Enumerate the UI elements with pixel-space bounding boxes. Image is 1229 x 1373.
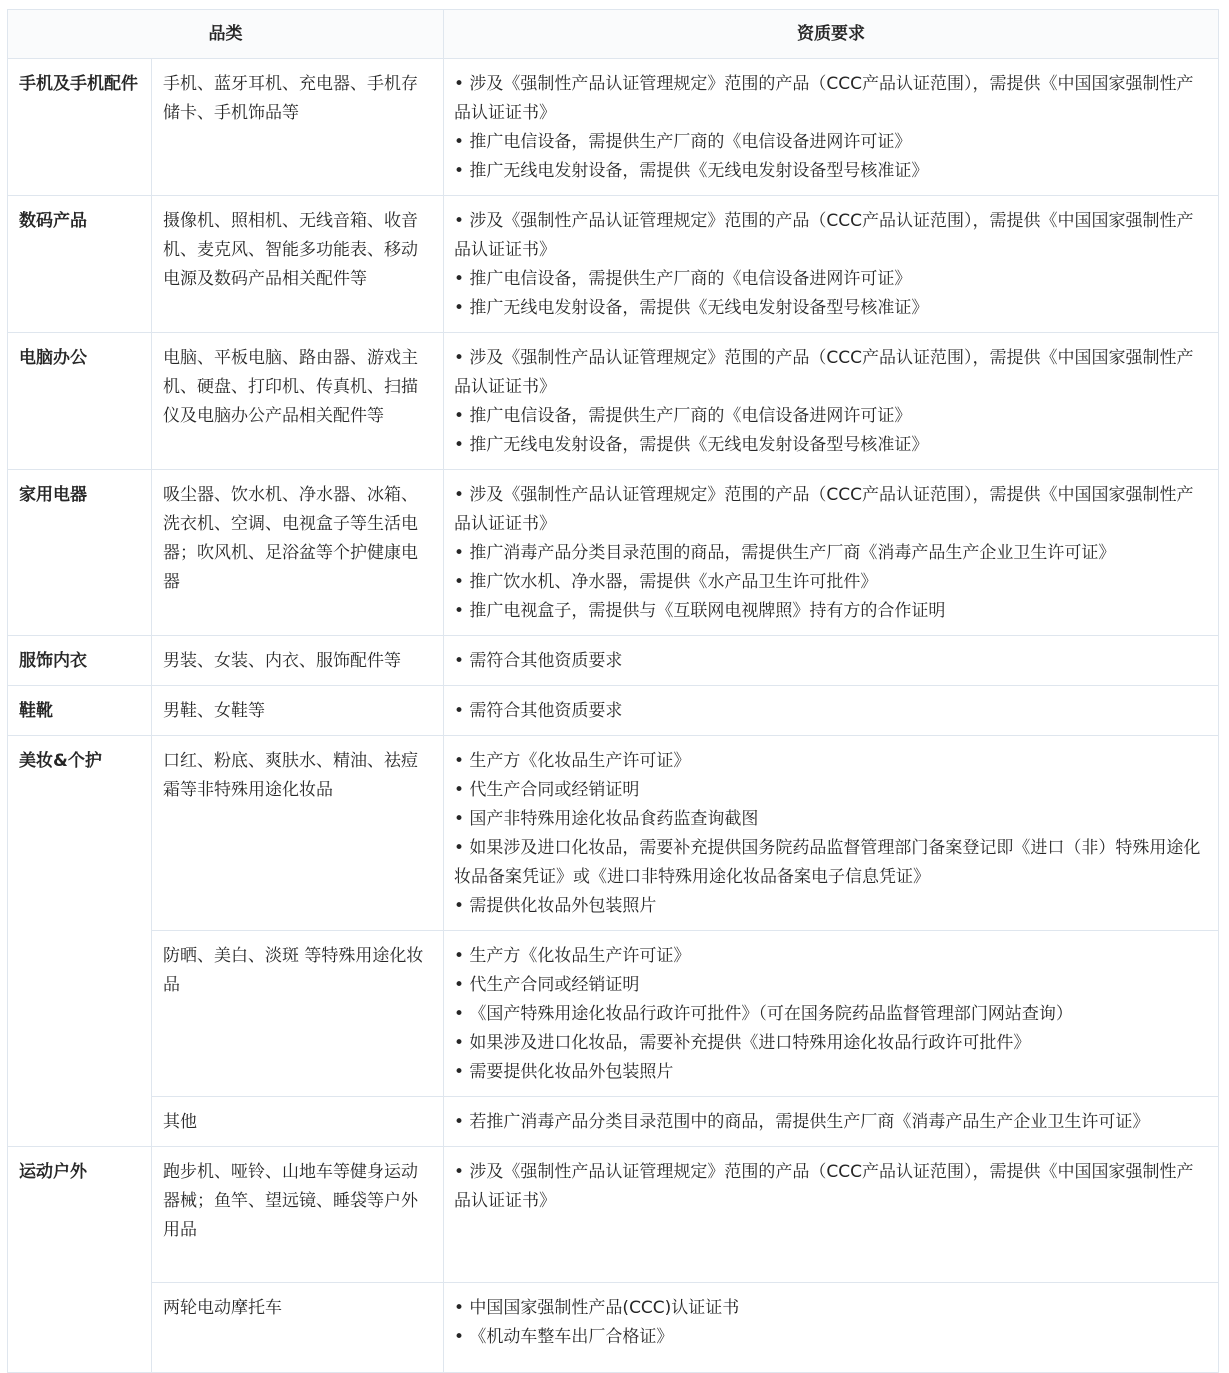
category-cell: 运动户外	[8, 1147, 152, 1373]
requirement-item: • 生产方《化妆品生产许可证》	[454, 751, 691, 771]
requirements-cell	[444, 333, 1219, 470]
category-cell: 数码产品	[8, 196, 152, 333]
requirement-item: • 需符合其他资质要求	[454, 651, 623, 671]
requirement-item: • 需要提供化妆品外包装照片	[454, 1062, 674, 1082]
products-cell: 跑步机、哑铃、山地车等健身运动器械；鱼竿、望远镜、睡袋等户外用品	[152, 1147, 444, 1283]
products-cell: 两轮电动摩托车	[152, 1283, 444, 1373]
requirements-cell	[444, 1283, 1219, 1373]
requirement-item: • 推广电视盒子，需提供与《互联网电视牌照》持有方的合作证明	[454, 601, 946, 621]
requirement-item: • 需符合其他资质要求	[454, 701, 623, 721]
requirements-cell	[444, 636, 1219, 686]
table-row	[8, 931, 1219, 1097]
table-row	[8, 1097, 1219, 1147]
qualification-table	[7, 9, 1219, 1373]
requirement-item: • 推广消毒产品分类目录范围的商品，需提供生产厂商《消毒产品生产企业卫生许可证》	[454, 543, 1116, 563]
qualification-table-container	[7, 9, 1218, 1373]
requirements-cell	[444, 736, 1219, 931]
requirement-item: • 涉及《强制性产品认证管理规定》范围的产品（CCC产品认证范围），需提供《中国国家强制性产品认证证书》	[454, 74, 1194, 123]
requirement-item: • 推广无线电发射设备，需提供《无线电发射设备型号核准证》	[454, 298, 929, 318]
requirement-item: • 代生产合同或经销证明	[454, 780, 640, 800]
header-requirements: 资质要求	[444, 10, 1219, 59]
requirements-cell	[444, 196, 1219, 333]
table-row	[8, 636, 1219, 686]
requirement-item: • 国产非特殊用途化妆品食药监查询截图	[454, 809, 759, 829]
products-cell: 手机、蓝牙耳机、充电器、手机存储卡、手机饰品等	[152, 59, 444, 196]
table-row	[8, 470, 1219, 636]
table-header-row	[8, 10, 1219, 59]
products-cell: 口红、粉底、爽肤水、精油、祛痘霜等非特殊用途化妆品	[152, 736, 444, 931]
products-cell: 男鞋、女鞋等	[152, 686, 444, 736]
requirement-item: • 若推广消毒产品分类目录范围中的商品，需提供生产厂商《消毒产品生产企业卫生许可证》	[454, 1112, 1150, 1132]
requirement-item: • 涉及《强制性产品认证管理规定》范围的产品（CCC产品认证范围），需提供《中国国家强制性产品认证证书》	[454, 211, 1194, 260]
requirement-item: • 推广电信设备，需提供生产厂商的《电信设备进网许可证》	[454, 269, 912, 289]
requirement-item: • 涉及《强制性产品认证管理规定》范围的产品（CCC产品认证范围），需提供《中国国家强制性产品认证证书》	[454, 485, 1194, 534]
table-row	[8, 1283, 1219, 1373]
requirement-item: • 《机动车整车出厂合格证》	[454, 1327, 674, 1347]
table-row	[8, 1147, 1219, 1283]
requirement-item: • 《国产特殊用途化妆品行政许可批件》（可在国务院药品监督管理部门网站查询）	[454, 1004, 1073, 1024]
requirement-item: • 代生产合同或经销证明	[454, 975, 640, 995]
table-row	[8, 196, 1219, 333]
requirements-cell	[444, 1097, 1219, 1147]
requirement-item: • 如果涉及进口化妆品，需要补充提供《进口特殊用途化妆品行政许可批件》	[454, 1033, 1031, 1053]
table-row	[8, 686, 1219, 736]
header-category: 品类	[8, 10, 444, 59]
requirements-cell	[444, 1147, 1219, 1283]
requirement-item: • 推广饮水机、净水器，需提供《水产品卫生许可批件》	[454, 572, 878, 592]
requirement-item: • 需提供化妆品外包装照片	[454, 896, 657, 916]
category-cell: 电脑办公	[8, 333, 152, 470]
products-cell: 男装、女装、内衣、服饰配件等	[152, 636, 444, 686]
requirement-item: • 涉及《强制性产品认证管理规定》范围的产品（CCC产品认证范围），需提供《中国国家强制性产品认证证书》	[454, 1162, 1194, 1211]
requirement-item: • 生产方《化妆品生产许可证》	[454, 946, 691, 966]
category-cell: 手机及手机配件	[8, 59, 152, 196]
table-row	[8, 59, 1219, 196]
requirement-item: • 中国国家强制性产品(CCC)认证证书	[454, 1298, 740, 1318]
requirement-item: • 推广电信设备，需提供生产厂商的《电信设备进网许可证》	[454, 406, 912, 426]
requirements-cell	[444, 470, 1219, 636]
products-cell: 其他	[152, 1097, 444, 1147]
table-row	[8, 333, 1219, 470]
requirement-item: • 推广电信设备，需提供生产厂商的《电信设备进网许可证》	[454, 132, 912, 152]
requirement-item: • 推广无线电发射设备，需提供《无线电发射设备型号核准证》	[454, 435, 929, 455]
products-cell: 吸尘器、饮水机、净水器、冰箱、洗衣机、空调、电视盒子等生活电器；吹风机、足浴盆等个护健康电器	[152, 470, 444, 636]
category-cell: 鞋靴	[8, 686, 152, 736]
products-cell: 摄像机、照相机、无线音箱、收音机、麦克风、智能多功能表、移动电源及数码产品相关配件等	[152, 196, 444, 333]
requirement-item: • 涉及《强制性产品认证管理规定》范围的产品（CCC产品认证范围），需提供《中国国家强制性产品认证证书》	[454, 348, 1194, 397]
products-cell: 防晒、美白、淡斑 等特殊用途化妆品	[152, 931, 444, 1097]
category-cell: 美妆&个护	[8, 736, 152, 1147]
requirements-cell	[444, 686, 1219, 736]
requirement-item: • 推广无线电发射设备，需提供《无线电发射设备型号核准证》	[454, 161, 929, 181]
requirements-cell	[444, 59, 1219, 196]
products-cell: 电脑、平板电脑、路由器、游戏主机、硬盘、打印机、传真机、扫描仪及电脑办公产品相关配件等	[152, 333, 444, 470]
table-row	[8, 736, 1219, 931]
requirement-item: • 如果涉及进口化妆品，需要补充提供国务院药品监督管理部门备案登记即《进口（非）特殊用途化妆品备案凭证》或《进口非特殊用途化妆品备案电子信息凭证》	[454, 838, 1201, 887]
category-cell: 服饰内衣	[8, 636, 152, 686]
requirements-cell	[444, 931, 1219, 1097]
category-cell: 家用电器	[8, 470, 152, 636]
